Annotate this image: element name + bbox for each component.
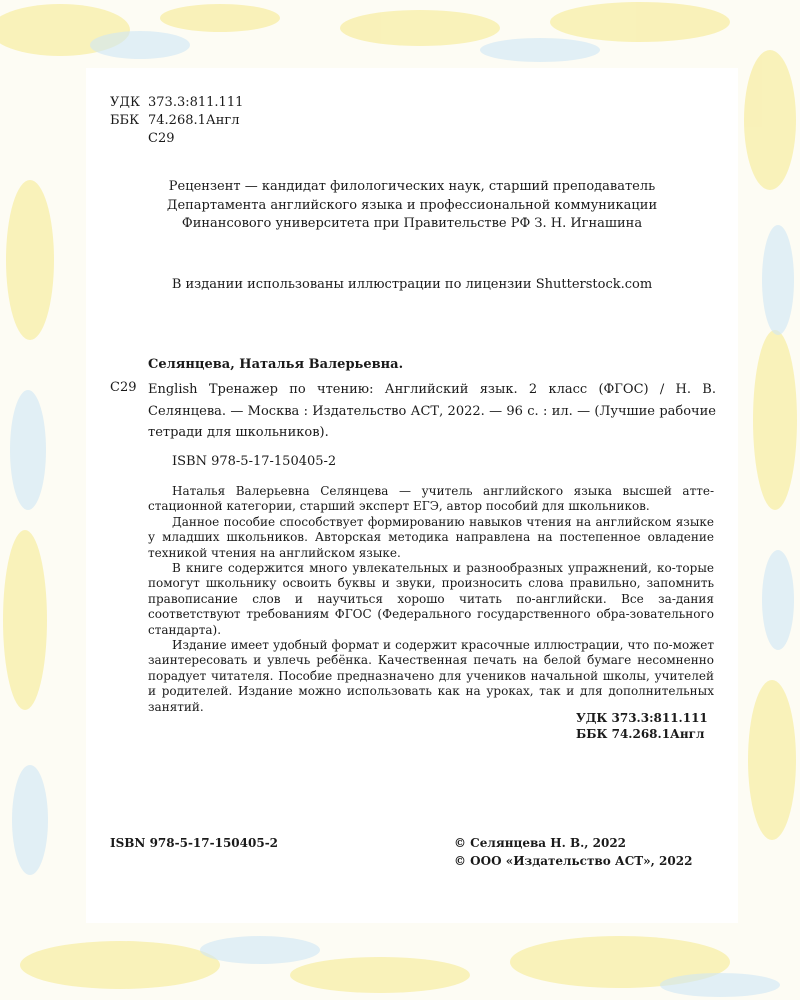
header-classification-codes — [110, 94, 243, 148]
copyright-block — [454, 834, 692, 870]
annotation-block — [148, 484, 714, 715]
annotation-paragraph-2: В книге содержится много увлекательных и разнообразных упражнений, ко-торые помогут школьнику освоить буквы и звуки, произносить слова правильно, запомнить правописание слов и научиться хорошо читать по-английски. Все за-дания соответствуют требованиям ФГОС (Федерального государственного обра-зовательного стандарта). — [148, 561, 714, 637]
reviewer-line: Рецензент — кандидат филологических наук, старший преподаватель — [168, 179, 656, 194]
annotation-paragraph-1 — [148, 484, 714, 561]
reviewer-line: Департамента английского языка и профессиональной коммуникации — [166, 197, 658, 213]
copyright-author: © Селянцева Н. В., 2022 — [454, 836, 627, 850]
annotation-paragraph-3: Издание имеет удобный формат и содержит красочные иллюстрации, что по-может заинтересовать и увлечь ребёнка. Качественная печать на белой бумаге несомненно порадует читателя. Пособие предназначено для учеников начальной школы, учителей и родителей. Издание можно использовать как на уроках, так и для дополнительных занятий. — [148, 638, 714, 714]
annotation-author-info: Наталья Валерьевна Селянцева — учитель английского языка высшей атте-стационной категории, старший эксперт ЕГЭ, автор пособий для школьников. — [148, 484, 714, 514]
bbk-label: ББК — [110, 113, 140, 128]
author-mark: С29 — [148, 131, 175, 146]
bibliographic-description: English Тренажер по чтению: Английский язык. 2 класс (ФГОС) / Н. В. Селянцева. — Москва : Издательство АСТ, 2022. — 96 с. : ил. — (Лучшие рабочие тетради для школьников). — [148, 382, 716, 440]
isbn-bibliographic: ISBN 978-5-17-150405-2 — [172, 454, 337, 469]
annotation-summary: Данное пособие способствует формированию навыков чтения на английском языке у младших школьников. Авторская методика направлена на постепенное овладение техникой чтения на английском языке. — [148, 514, 714, 560]
classification-codes-right — [576, 711, 708, 742]
bibliographic-code: С29 — [110, 380, 137, 395]
reviewer-block — [86, 178, 738, 234]
bbk-value: 74.268.1Англ — [148, 113, 240, 128]
copyright-publisher: © ООО «Издательство АСТ», 2022 — [454, 854, 693, 868]
isbn-footer: ISBN 978-5-17-150405-2 — [110, 836, 279, 850]
udk-value: 373.3:811.111 — [148, 95, 244, 110]
udk-code: УДК 373.3:811.111 — [576, 711, 708, 725]
udk-label: УДК — [110, 95, 141, 110]
author-heading: Селянцева, Наталья Валерьевна. — [148, 357, 404, 372]
reviewer-line: Финансового университета при Правительстве РФ З. Н. Игнашина — [181, 216, 643, 231]
bbk-code: ББК 74.268.1Англ — [576, 726, 705, 741]
license-note: В издании использованы иллюстрации по лицензии Shutterstock.com — [171, 277, 653, 292]
title-verso-page — [86, 68, 738, 923]
